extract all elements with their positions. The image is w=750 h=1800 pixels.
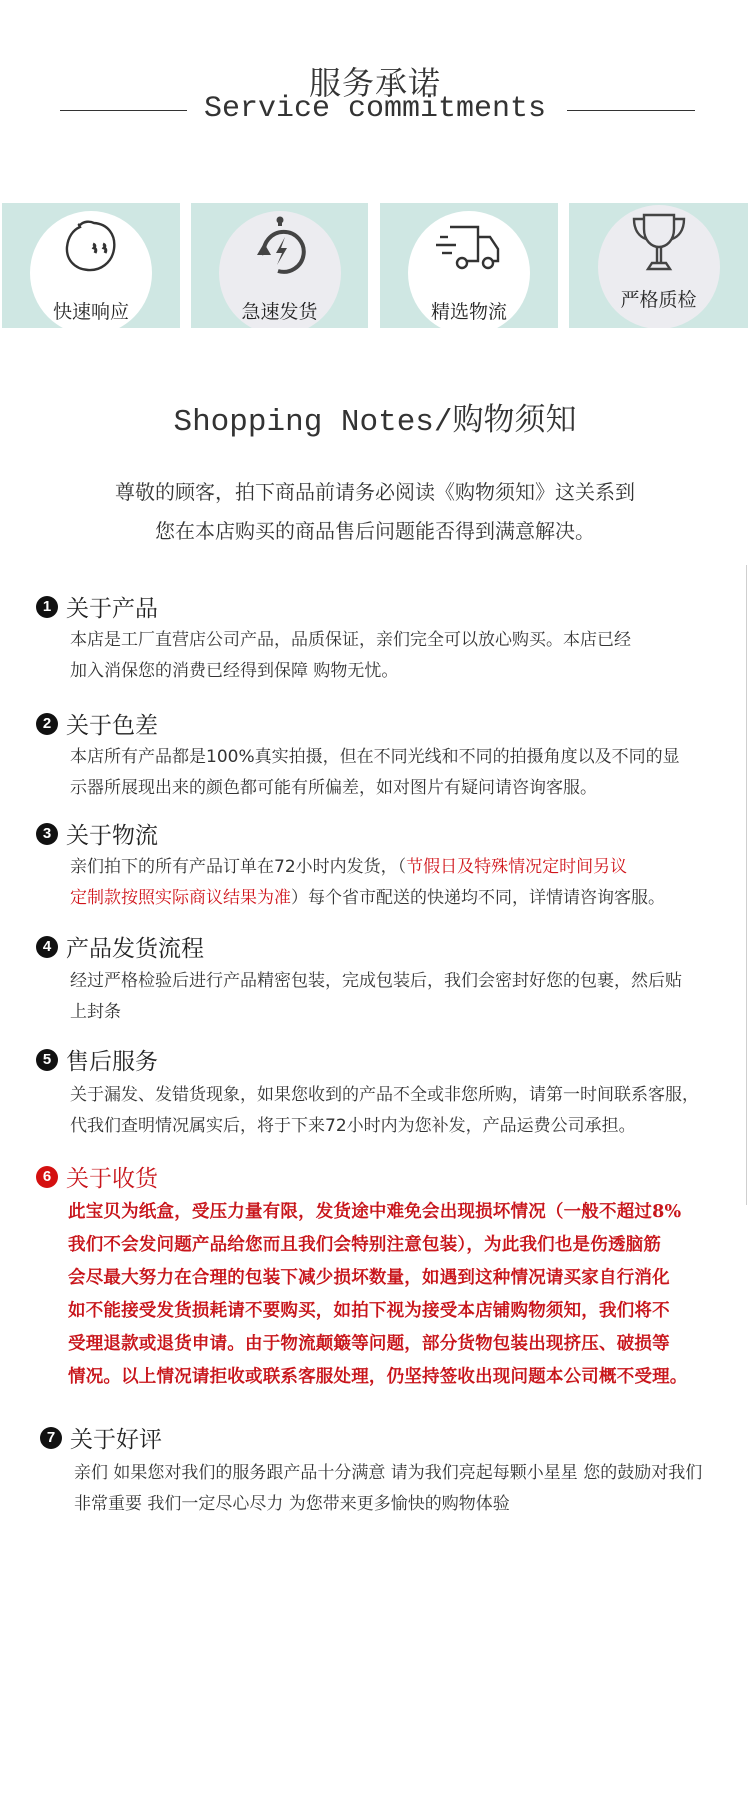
section-heading-product: [36, 590, 158, 623]
section-text: 我们不会发问题产品给您而且我们会特别注意包装），为此我们也是伤透脑筋: [68, 1235, 662, 1255]
section-title: 关于物流: [66, 823, 158, 849]
section-text: 示器所展现出来的颜色都可能有所偏差，如对图片有疑问请咨询客服。: [70, 778, 597, 798]
section-text: [70, 852, 627, 877]
section-heading-logistics: [36, 817, 158, 850]
section-text: 本店所有产品都是100%真实拍摄，但在不同光线和不同的拍摄角度以及不同的显: [70, 747, 680, 767]
service-commitments-title-en: Service commitments: [203, 92, 547, 126]
text-highlight: 节假日及特殊情况定时间另议: [406, 857, 628, 877]
number-badge-icon: 6: [36, 1166, 58, 1188]
service-circle: [30, 211, 152, 328]
section-text: 关于漏发、发错货现象，如果您收到的产品不全或非您所购，请第一时间联系客服，: [70, 1085, 699, 1105]
section-text: 亲们 如果您对我们的服务跟产品十分满意 请为我们亮起每颗小星星 您的鼓励对我们: [74, 1463, 703, 1483]
service-card-selected-logistics: [380, 203, 558, 328]
service-commitments-title-cn: 服务承诺: [308, 64, 441, 102]
section-title: 关于收货: [66, 1166, 158, 1192]
right-border-line: [746, 565, 747, 1205]
text-highlight: 定制款按照实际商议结果为准: [70, 888, 291, 908]
number-badge-icon: 2: [36, 713, 58, 735]
section-text: 本店是工厂直营店公司产品，品质保证，亲们完全可以放心购买。本店已经: [70, 630, 631, 650]
chat-bubble-face-icon: [56, 215, 126, 285]
section-text: 受理退款或退货申请。由于物流颠簸等问题，部分货物包装出现挤压、破损等: [68, 1334, 670, 1354]
section-text: 经过严格检验后进行产品精密包装，完成包装后，我们会密封好您的包裹，然后贴: [70, 971, 682, 991]
service-card-fast-response: [2, 203, 180, 328]
section-heading-color-difference: [36, 707, 158, 740]
section-text: 非常重要 我们一定尽心尽力 为您带来更多愉快的购物体验: [74, 1494, 510, 1514]
section-title: 产品发货流程: [66, 936, 204, 962]
number-badge-icon: 7: [40, 1427, 62, 1449]
text-normal: 亲们拍下的所有产品订单在72小时内发货，（: [70, 857, 407, 877]
section-title: 关于色差: [66, 713, 158, 739]
section-text: [70, 883, 665, 908]
section-heading-shipping-process: [36, 930, 204, 963]
intro-line-1: 尊敬的顾客，拍下商品前请务必阅读《购物须知》这关系到: [115, 480, 635, 504]
number-badge-icon: 5: [36, 1049, 58, 1071]
stopwatch-lightning-icon: [245, 215, 315, 285]
section-text: 加入消保您的消费已经得到保障 购物无忧。: [70, 661, 399, 681]
service-card-quality-inspection: [569, 203, 748, 328]
service-circle: [598, 205, 720, 328]
number-badge-icon: 3: [36, 823, 58, 845]
text-normal: ）每个省市配送的快递均不同，详情请咨询客服。: [291, 888, 665, 908]
intro-line-2: 您在本店购买的商品售后问题能否得到满意解决。: [155, 519, 595, 543]
trophy-icon: [624, 209, 694, 279]
header-divider-right: [567, 110, 695, 111]
service-circle: [408, 211, 530, 328]
section-title: 关于好评: [70, 1427, 162, 1453]
service-circle: [219, 211, 341, 328]
shopping-notes-title: Shopping Notes/购物须知: [173, 405, 577, 440]
section-text: 此宝贝为纸盒，受压力量有限，发货途中难免会出现损坏情况（一般不超过8%: [68, 1202, 682, 1222]
section-heading-receiving: [36, 1160, 158, 1193]
service-card-fast-shipping: [191, 203, 368, 328]
section-title: 关于产品: [66, 596, 158, 622]
delivery-truck-icon: [434, 215, 504, 285]
section-text: 上封条: [70, 1002, 121, 1022]
service-label: 精选物流: [430, 301, 507, 323]
section-text: 会尽最大努力在合理的包装下减少损坏数量，如遇到这种情况请买家自行消化: [68, 1268, 670, 1288]
section-text: 情况。以上情况请拒收或联系客服处理，仍坚持签收出现问题本公司概不受理。: [68, 1367, 688, 1387]
section-text: 代我们查明情况属实后，将于下来72小时内为您补发，产品运费公司承担。: [70, 1116, 636, 1136]
section-title: 售后服务: [66, 1049, 158, 1075]
number-badge-icon: 4: [36, 936, 58, 958]
service-label: 快速响应: [52, 301, 129, 323]
service-label: 急速发货: [241, 301, 318, 323]
section-heading-after-sales: [36, 1043, 158, 1076]
section-text: 如不能接受发货损耗请不要购买，如拍下视为接受本店铺购物须知，我们将不: [68, 1301, 670, 1321]
number-badge-icon: 1: [36, 596, 58, 618]
section-heading-reviews: [40, 1421, 162, 1454]
service-label: 严格质检: [620, 289, 697, 311]
